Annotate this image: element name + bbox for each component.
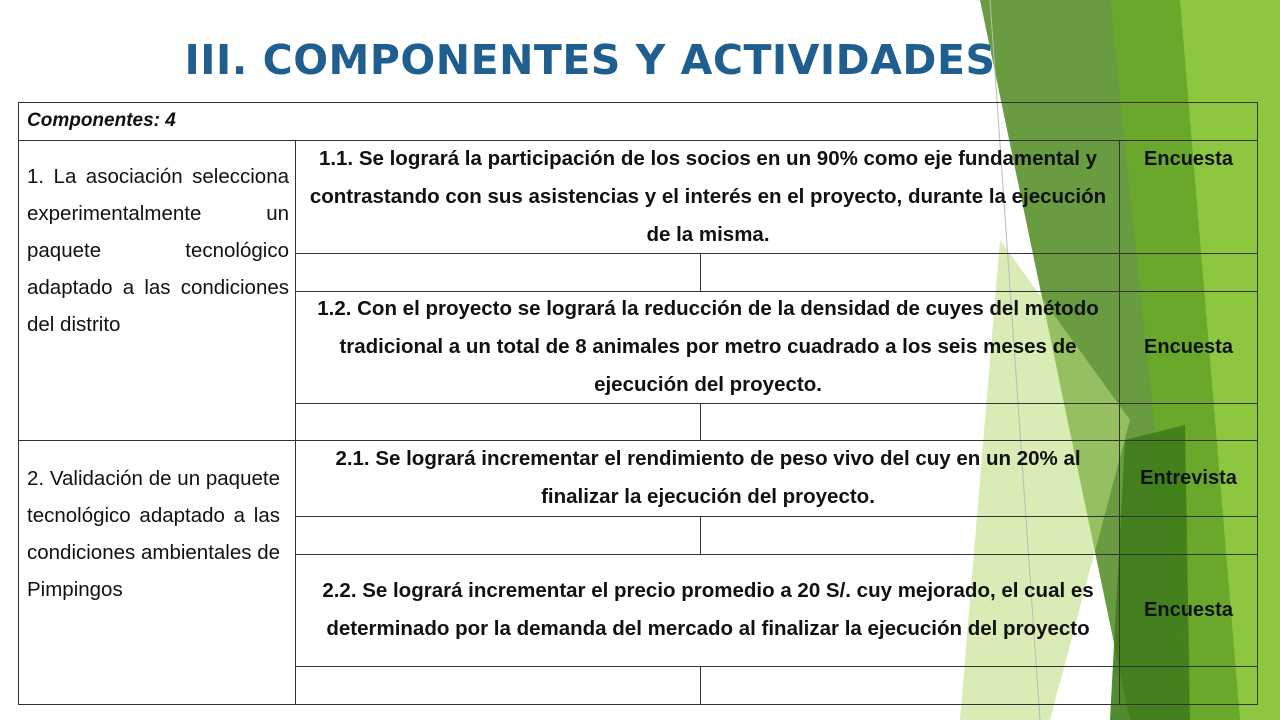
- table-border: [18, 102, 19, 705]
- activity-text: 1.1. Se logrará la participación de los socios en un 90% como eje fundamental y contrastando con sus asistencias y el interés en el proyecto, durante la ejecución de la misma.: [309, 146, 1107, 246]
- table-border: [295, 516, 1258, 517]
- verification-method: Encuesta: [1144, 336, 1233, 358]
- verification-method: Encuesta: [1144, 148, 1233, 170]
- components-count: Componentes: 4: [27, 110, 176, 131]
- activity-text: 2.2. Se logrará incrementar el precio promedio a 20 S/. cuy mejorado, el cual es determinado por la demanda del mercado al finalizar la ejecución del proyecto: [322, 579, 1094, 640]
- activity-text: 1.2. Con el proyecto se logrará la reducción de la densidad de cuyes del método tradicional a un total de 8 animales por metro cuadrado a los seis meses de ejecución del proyecto.: [317, 297, 1099, 396]
- slide-title: III. COMPONENTES Y ACTIVIDADES: [184, 36, 996, 84]
- table-border: [295, 140, 296, 705]
- component-description: 2. Validación de un paquete tecnológico adaptado a las condiciones ambientales de Pimpingos: [27, 467, 280, 601]
- table-border: [1257, 102, 1258, 705]
- table-border: [700, 403, 701, 440]
- table-border: [295, 666, 1258, 667]
- table-border: [700, 253, 701, 291]
- component-description: 1. La asociación selecciona experimentalmente un paquete tecnológico adaptado a las condiciones del distrito: [27, 165, 289, 336]
- activity-text: 2.1. Se logrará incrementar el rendimiento de peso vivo del cuy en un 20% al finalizar la ejecución del proyecto.: [335, 447, 1081, 508]
- table-border: [18, 704, 1258, 705]
- verification-method: Entrevista: [1140, 467, 1237, 489]
- table-border: [700, 516, 701, 554]
- verification-method: Encuesta: [1144, 599, 1233, 621]
- table-border: [700, 666, 701, 704]
- table-border: [18, 102, 1258, 103]
